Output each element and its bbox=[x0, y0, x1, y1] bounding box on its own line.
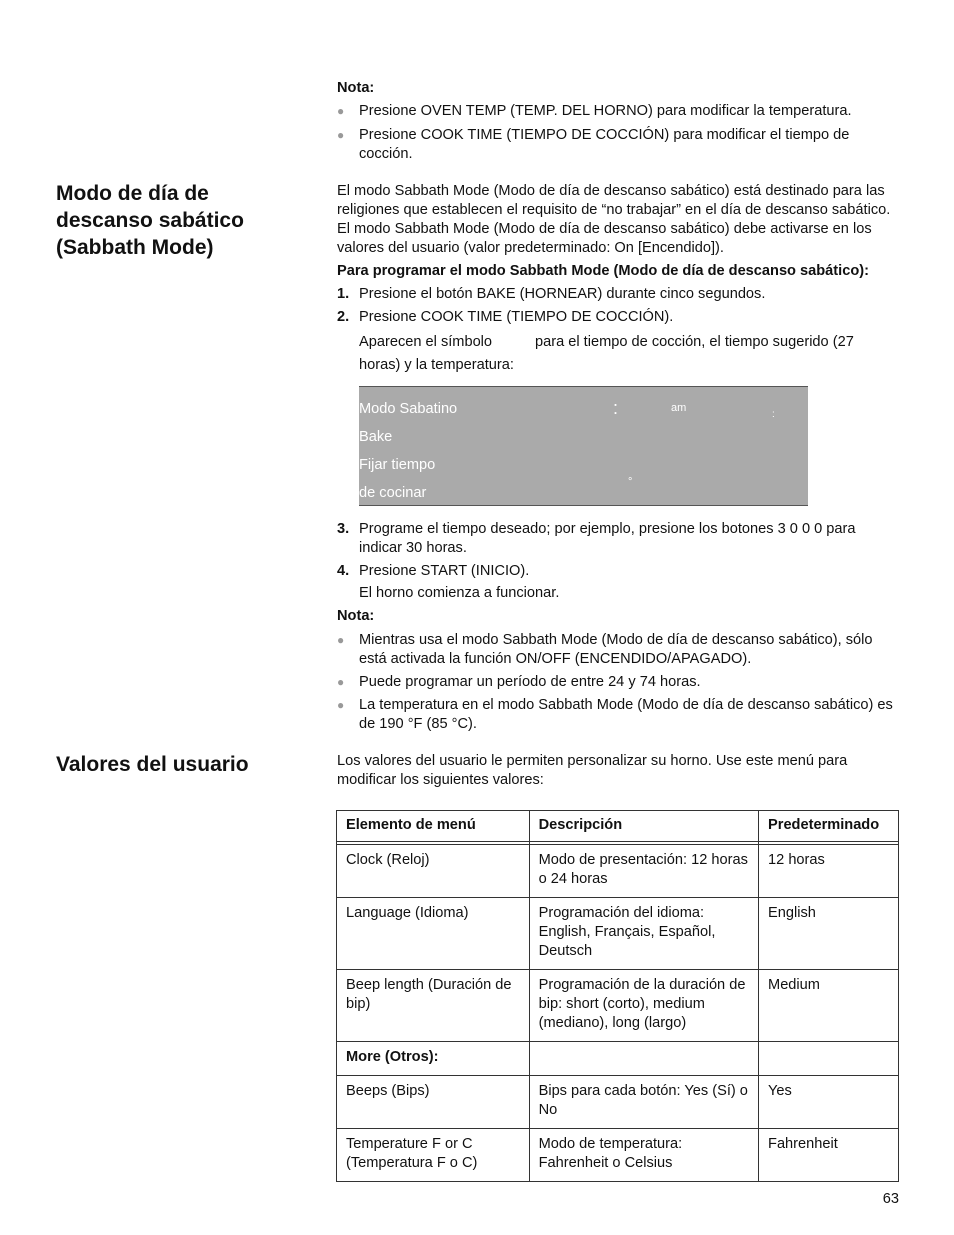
table-row bbox=[337, 1076, 899, 1129]
table-header-row bbox=[337, 811, 899, 842]
table-row bbox=[337, 970, 899, 1042]
table-cell: Yes bbox=[759, 1076, 899, 1129]
display-line: Modo Sabatino bbox=[359, 401, 458, 417]
table-cell: More (Otros): bbox=[337, 1042, 530, 1076]
symbol-text: Aparecen el símbolo bbox=[359, 334, 493, 350]
sabbath-intro: El modo Sabbath Mode (Modo de día de descanso sabático) está destinado para las religiones que establecen el requisito de “no trabajar” en el día de descanso sabático. El modo Sabbath Mode (Modo de día de descanso sabático) debe activarse en los valores del usuario (valor predeterminado: On [Encendido]). bbox=[337, 183, 891, 256]
section-heading-sabbath: Modo de día de descanso sabático (Sabbath Mode) bbox=[56, 182, 244, 259]
table-row bbox=[337, 845, 899, 898]
symbol-text: horas) y la temperatura: bbox=[359, 357, 514, 373]
table-cell: Bips para cada botón: Yes (Sí) o No bbox=[529, 1076, 758, 1129]
table-cell: Modo de temperatura: Fahrenheit o Celsius bbox=[529, 1129, 758, 1182]
user-values-intro: Los valores del usuario le permiten personalizar su horno. Use este menú para modificar los siguientes valores: bbox=[337, 753, 848, 788]
table-row bbox=[337, 1129, 899, 1182]
display-colon: : bbox=[613, 398, 619, 418]
step-subtext: El horno comienza a funcionar. bbox=[359, 585, 560, 601]
table-cell: Clock (Reloj) bbox=[337, 845, 530, 898]
table-header: Descripción bbox=[529, 811, 758, 842]
table-cell bbox=[529, 1042, 758, 1076]
table-cell bbox=[759, 1042, 899, 1076]
bullet-icon: ● bbox=[337, 633, 345, 647]
table-cell: Medium bbox=[759, 970, 899, 1042]
table-cell: Beep length (Duración de bip) bbox=[337, 970, 530, 1042]
table-cell: Temperature F or C (Temperatura F o C) bbox=[337, 1129, 530, 1182]
table-cell: English bbox=[759, 898, 899, 970]
table-header: Elemento de menú bbox=[337, 811, 530, 842]
table-cell: 12 horas bbox=[759, 845, 899, 898]
table-cell: Fahrenheit bbox=[759, 1129, 899, 1182]
bullet-icon: ● bbox=[337, 104, 345, 118]
display-degree: ° bbox=[628, 476, 633, 488]
display-line: Bake bbox=[359, 429, 393, 445]
table-row bbox=[337, 1042, 899, 1076]
table-cell: Beeps (Bips) bbox=[337, 1076, 530, 1129]
page-number: 63 bbox=[882, 1191, 899, 1207]
program-heading: Para programar el modo Sabbath Mode (Modo de día de descanso sabático): bbox=[337, 263, 869, 279]
note-label: Nota: bbox=[337, 608, 375, 624]
table-cell: Language (Idioma) bbox=[337, 898, 530, 970]
table-cell: Programación de la duración de bip: short (corto), medium (mediano), long (largo) bbox=[529, 970, 758, 1042]
note-label: Nota: bbox=[337, 80, 375, 96]
display-small-colon: : bbox=[772, 409, 775, 420]
bullet-icon: ● bbox=[337, 675, 345, 689]
oven-display bbox=[359, 386, 808, 506]
table-cell: Modo de presentación: 12 horas o 24 horas bbox=[529, 845, 758, 898]
display-am: am bbox=[671, 402, 687, 414]
section-heading-user-values: Valores del usuario bbox=[56, 753, 249, 776]
table-header: Predeterminado bbox=[759, 811, 899, 842]
table-cell: Programación del idioma: English, Français, Español, Deutsch bbox=[529, 898, 758, 970]
user-values-table bbox=[336, 810, 899, 1182]
bullet-icon: ● bbox=[337, 698, 345, 712]
display-line: de cocinar bbox=[359, 485, 427, 501]
bullet-icon: ● bbox=[337, 128, 345, 142]
display-line: Fijar tiempo bbox=[359, 457, 436, 473]
table-row bbox=[337, 898, 899, 970]
symbol-text: para el tiempo de cocción, el tiempo sugerido (27 bbox=[535, 334, 854, 350]
